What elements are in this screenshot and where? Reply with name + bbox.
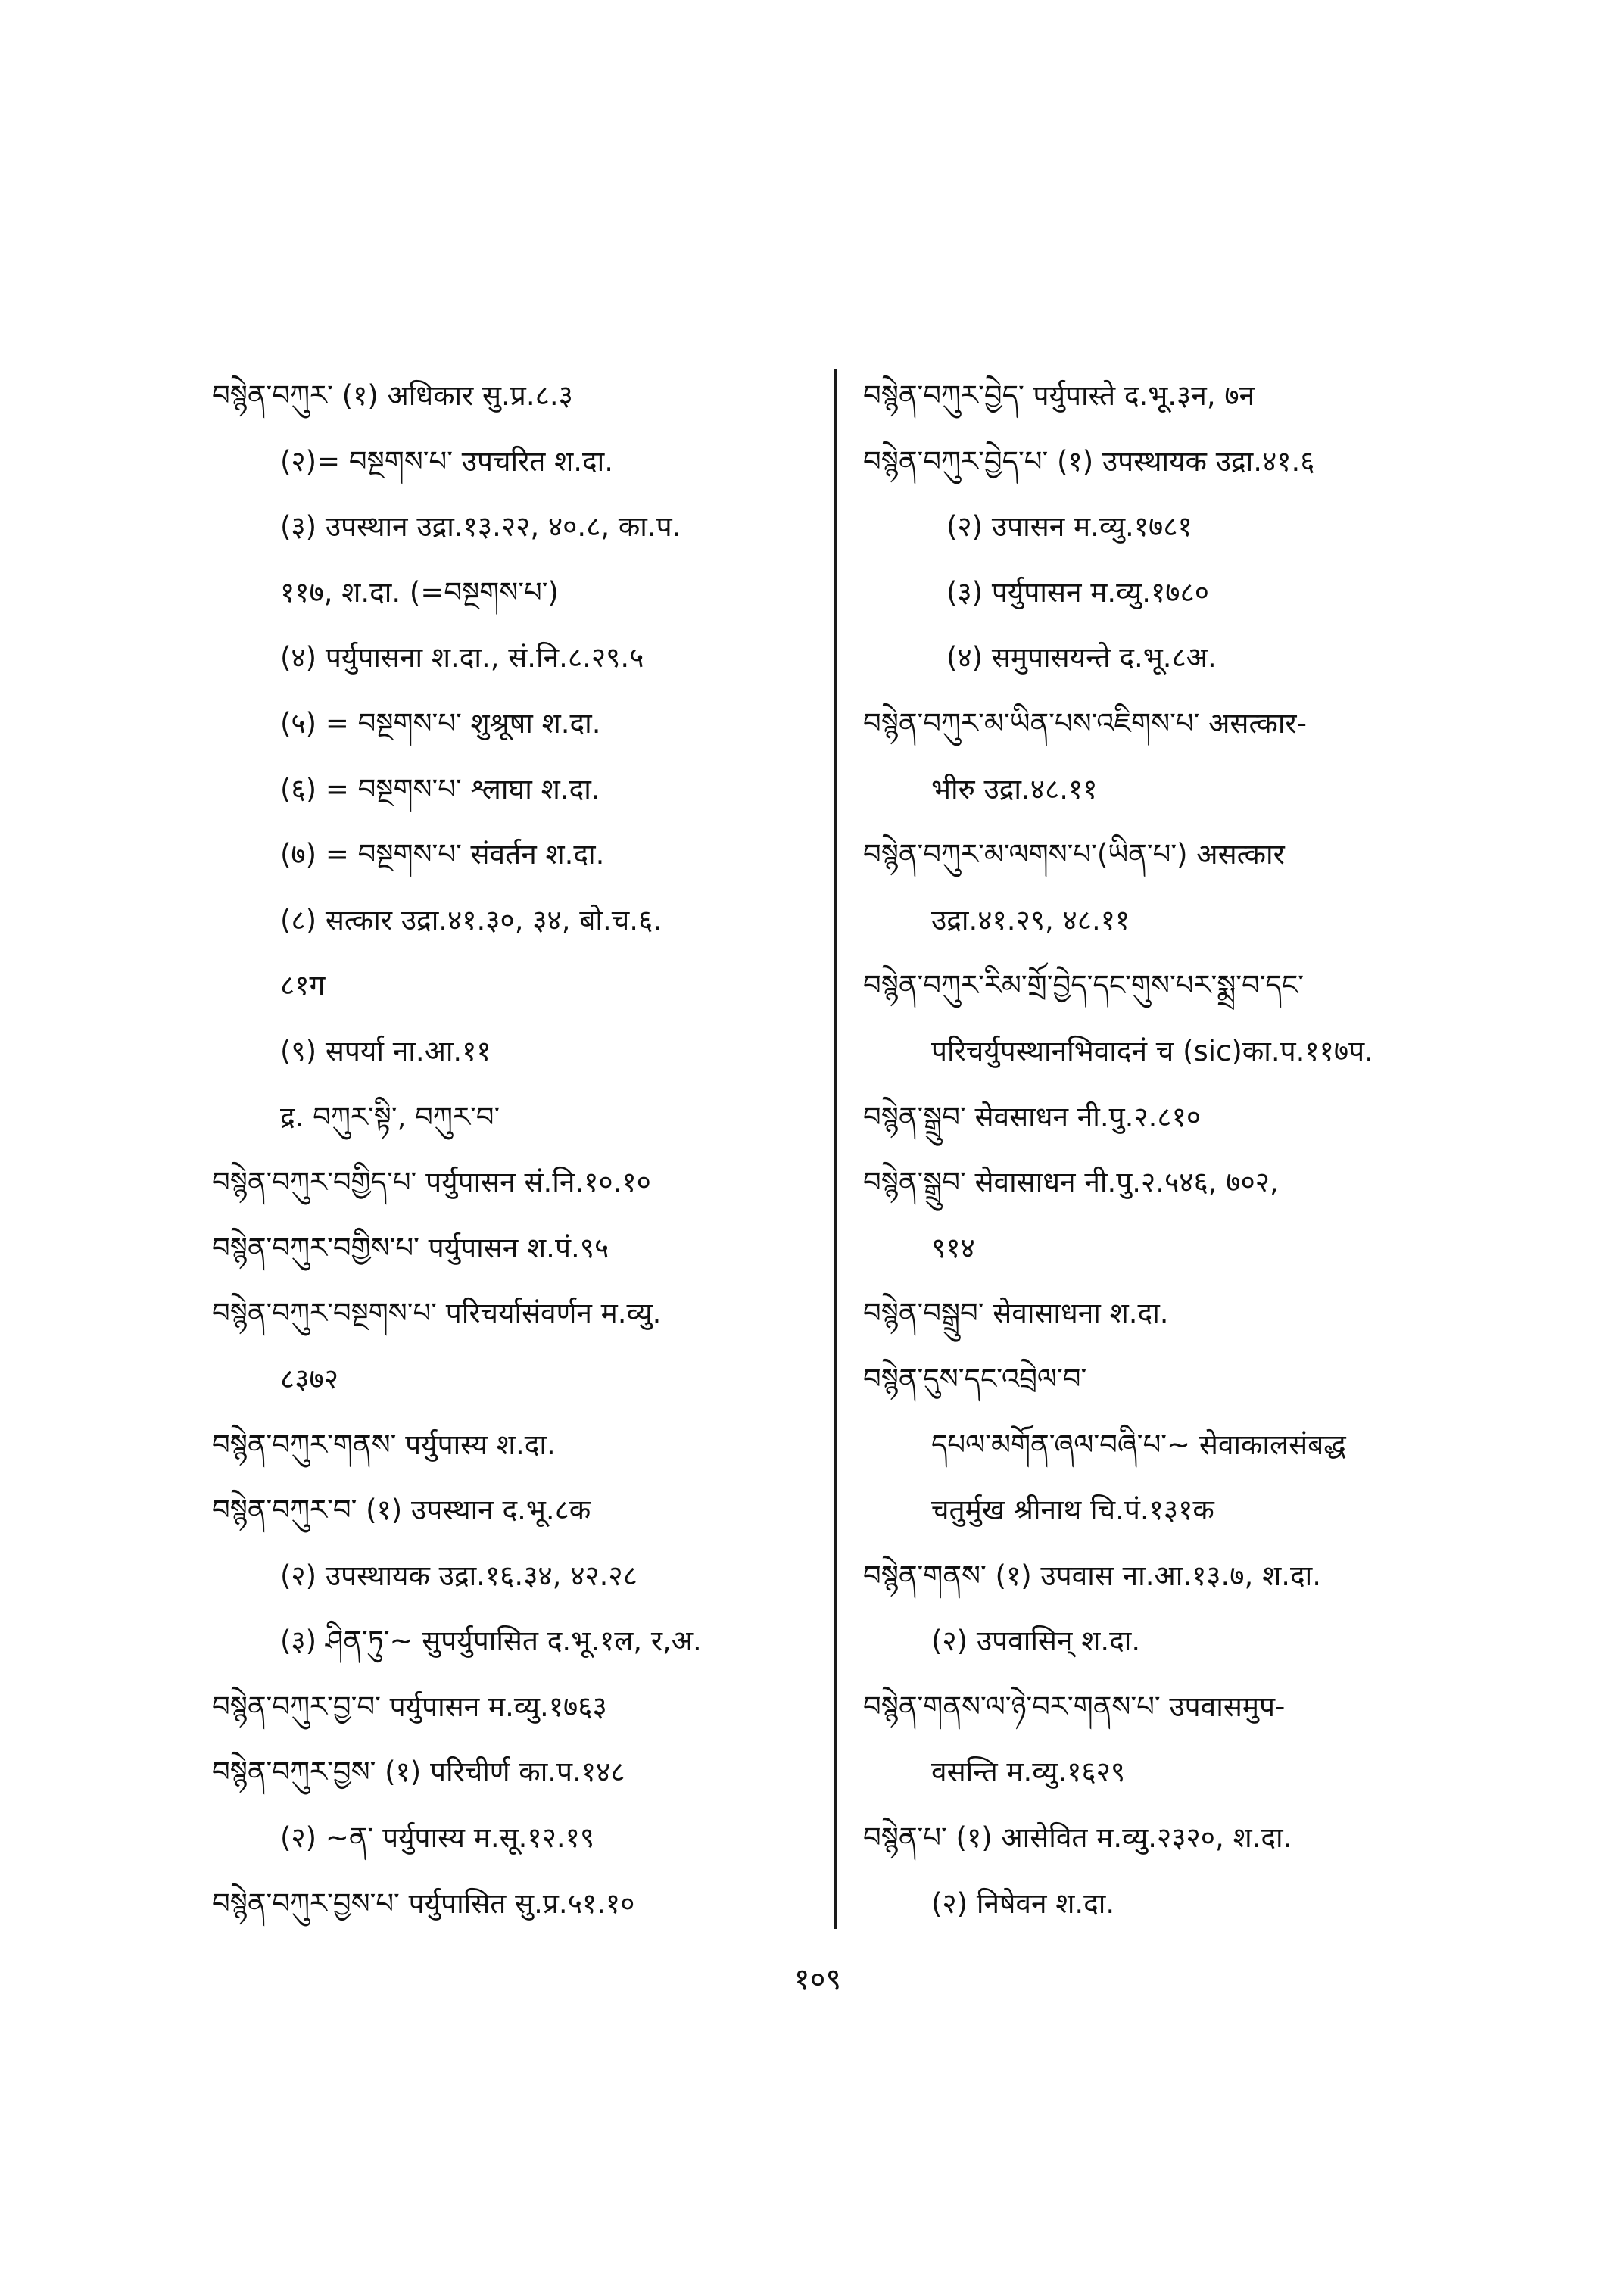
dictionary-headword-line: བསྙེན་སྒྲུབ་ सेवासाधन नी.पु.२.५४६, ७०२, xyxy=(863,1166,1279,1199)
dictionary-headword-line: བསྙེན་བཀུར་བྱེད་ पर्युपास्ते द.भू.३न, ७न xyxy=(863,379,1255,412)
dictionary-subentry-line: (२) उपासन म.व्यु.१७८१ xyxy=(946,510,1192,544)
dictionary-subentry-line: དཔལ་མགོན་ཞལ་བཞི་པ་~ सेवाकालसंबद्ध xyxy=(931,1428,1346,1461)
dictionary-headword-line: བསྙེན་བཀུར་བྱ་བ་ पर्युपासन म.व्यु.१७६३ xyxy=(212,1690,607,1723)
dictionary-headword-line: བསྙེན་བཀུར་བསྔགས་པ་ परिचर्यासंवर्णन म.व्यु. xyxy=(212,1297,662,1330)
dictionary-subentry-line: ८१ग xyxy=(280,969,326,1002)
dictionary-headword-line: བསྙེན་བཀུར་བགྱིས་པ་ पर्युपासन श.पं.९५ xyxy=(212,1231,609,1264)
right-column xyxy=(863,363,1492,1936)
dictionary-subentry-line: द्र. བཀུར་སྟི་, བཀུར་བ་ xyxy=(280,1100,500,1133)
dictionary-headword-line: བསྙེན་བཀུར་བྱེད་པ་ (१) उपस्थायक उद्रा.४१.६ xyxy=(863,444,1315,478)
dictionary-headword-line: བསྙེན་བཀུར་བགྱིད་པ་ पर्युपासन सं.नि.१०.१० xyxy=(212,1166,651,1199)
dictionary-headword-line: བསྙེན་གནས་ (१) उपवास ना.आ.१३.७, श.दा. xyxy=(863,1559,1321,1592)
dictionary-headword-line: བསྙེན་བཀུར་གནས་ पर्युपास्य श.दा. xyxy=(212,1428,556,1461)
dictionary-subentry-line: (३) पर्युपासन म.व्यु.१७८० xyxy=(946,575,1209,609)
dictionary-headword-line: བསྙེན་བཀུར་བ་ (१) उपस्थान द.भू.८क xyxy=(212,1494,591,1527)
dictionary-subentry-line: (५) = བསྔགས་པ་ शुश्रूषा श.दा. xyxy=(280,706,601,740)
dictionary-subentry-line: (६) = བསྔགས་པ་ श्लाघा श.दा. xyxy=(280,772,600,805)
dictionary-subentry-line: (२) ~ན་ पर्युपास्य म.सू.१२.१९ xyxy=(280,1821,595,1855)
dictionary-headword-line: བསྙེན་བཀུར་ (१) अधिकार सु.प्र.८.३ xyxy=(212,379,573,412)
dictionary-subentry-line: (२) उपवासिन् श.दा. xyxy=(931,1625,1141,1658)
dictionary-headword-line: བསྙེན་བཀུར་མ་ལགས་པ་(ཡིན་པ་) असत्कार xyxy=(863,838,1285,871)
dictionary-headword-line: བསྙེན་དུས་དང་འབྲེལ་བ་ xyxy=(863,1362,1087,1395)
dictionary-subentry-line: (२) उपस्थायक उद्रा.१६.३४, ४२.२८ xyxy=(280,1559,637,1592)
dictionary-headword-line: བསྙེན་སྒྲུབ་ सेवसाधन नी.पु.२.८१० xyxy=(863,1100,1202,1133)
dictionary-subentry-line: ९१४ xyxy=(931,1231,975,1264)
dictionary-subentry-line: (४) समुपासयन्ते द.भू.८अ. xyxy=(946,641,1217,675)
dictionary-subentry-line: (८) सत्कार उद्रा.४१.३०, ३४, बो.च.६. xyxy=(280,903,662,936)
dictionary-subentry-line: वसन्ति म.व्यु.१६२९ xyxy=(931,1756,1126,1789)
dictionary-headword-line: བསྙེན་གནས་ལ་ཉེ་བར་གནས་པ་ उपवासमुप- xyxy=(863,1690,1286,1723)
dictionary-headword-line: བསྙེན་པ་ (१) आसेवित म.व्यु.२३२०, श.दा. xyxy=(863,1821,1292,1855)
dictionary-subentry-line: (७) = བསྔགས་པ་ संवर्तन श.दा. xyxy=(280,838,605,871)
dictionary-subentry-line: ११७, श.दा. (=བསྔགས་པ་) xyxy=(280,575,559,609)
dictionary-subentry-line: (३) उपस्थान उद्रा.१३.२२, ४०.८, का.प. xyxy=(280,510,681,544)
dictionary-subentry-line: (२)= བསྔགས་པ་ उपचरित श.दा. xyxy=(280,444,614,478)
dictionary-headword-line: བསྙེན་བཀུར་བྱས་པ་ पर्युपासित सु.प्र.५१.१० xyxy=(212,1886,635,1920)
dictionary-headword-line: བསྙེན་བཀུར་མ་ཡིན་པས་འཇིགས་པ་ असत्कार- xyxy=(863,706,1307,740)
column-divider xyxy=(834,369,837,1929)
dictionary-subentry-line: उद्रा.४१.२९, ४८.११ xyxy=(931,903,1130,936)
dictionary-subentry-line: (३) ཤིན་ཏུ་~ सुपर्युपासित द.भू.१ल, र,अ. xyxy=(280,1625,702,1658)
dictionary-subentry-line: (४) पर्युपासना श.दा., सं.नि.८.२९.५ xyxy=(280,641,644,675)
page-number: १०९ xyxy=(793,1962,842,1997)
dictionary-headword-line: བསྙེན་བཀུར་བྱས་ (१) परिचीर्ण का.प.१४८ xyxy=(212,1756,625,1789)
left-column xyxy=(212,363,818,1936)
dictionary-subentry-line: (२) निषेवन श.दा. xyxy=(931,1886,1115,1920)
dictionary-subentry-line: चतुर्मुख श्रीनाथ चि.पं.१३१क xyxy=(931,1494,1214,1527)
dictionary-subentry-line: भीरु उद्रा.४८.११ xyxy=(931,772,1098,805)
dictionary-subentry-line: ८३७२ xyxy=(280,1362,338,1395)
dictionary-headword-line: བསྙེན་བསྒྲུབ་ सेवासाधना श.दा. xyxy=(863,1297,1169,1330)
dictionary-headword-line: བསྙེན་བཀུར་རིམ་གྲོ་བྱེད་དང་གུས་པར་སྨྲ་བ་དང་ xyxy=(863,969,1304,1002)
dictionary-subentry-line: परिचर्युपस्थानभिवादनं च (sic)का.प.११७प. xyxy=(931,1034,1373,1067)
dictionary-subentry-line: (९) सपर्या ना.आ.११ xyxy=(280,1034,491,1067)
